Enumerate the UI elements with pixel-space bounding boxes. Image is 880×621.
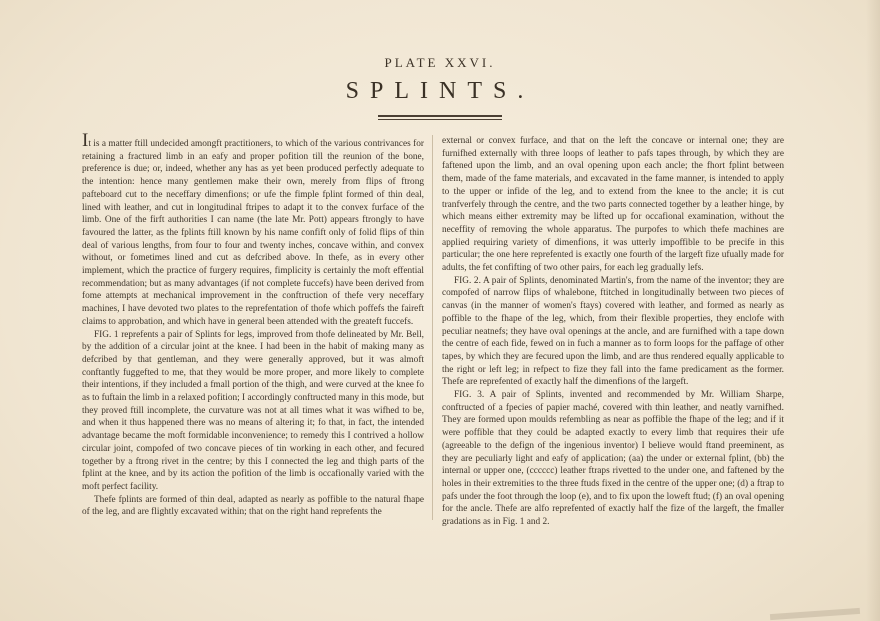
title-rule-thick xyxy=(378,115,502,117)
intro-paragraph xyxy=(82,130,424,329)
plate-number: PLATE XXVI. xyxy=(384,55,496,70)
page-title: SPLINTS. xyxy=(345,78,535,104)
drop-initial: I xyxy=(82,130,89,151)
fig3-paragraph: FIG. 3. A pair of Splints, invented and recommended by Mr. William Sharpe, conftructed of a fpecies of papier maché, covered with thin leather, and neatly varnifhed. They are formed upon moulds refembling as near as poffible the fhape of the leg; and if it were poffible that they could be adapted exactly to every limb that requires their ufe (agreeable to the defign of the ingenious inventor) I believe would ftand preeminent, as they are peculiarly light and eafy of application; (aa) the under or external fplint, (bb) the internal or upper one, (cccccc) leather ftraps rivetted to the under one, and faftened by the holes in their extremities to the three ftuds fixed in the centre of the upper one; (d) a ftrap to pafs under the foot through the loop (e), and to fix upon the loweft ftud; (f) an oval opening for the ancle. Thefe are alfo reprefented of exactly half the fize of the largeft, the fmaller gradations as in Fig. 1 and 2. xyxy=(442,390,784,528)
fig1-paragraph: FIG. 1 reprefents a pair of Splints for legs, improved from thofe delineated by Mr. Bell, by the addition of a circular joint at the knee. I had been in the habit of making many as defcribed by that gentleman, and they were generally approved, but it was almoft conftantly fuggefted to me, that they would be more proper, and more likely to complete their intentions, if they included a fmall portion of the thigh, and were curved at the knee fo as to fuftain the limb in a relaxed pofition; I accordingly conftructed many in this mode, but they proved ftill incomplete, the curvature was not at all times what it was wifhed to be, and when it thus happened there was no means of altering it; fo that, in fact, the intended advantage became the moft formidable inconvenience; to remedy this I contrived a hollow circular joint, compofed of two concave pieces of tin working in each other, and fecured together by a ftrong rivet in the centre; by this I connected the leg and thigh parts of the fplint at the knee, and by its action the pofition of the limb is occafionally varied with the moft perfect facility. xyxy=(82,329,424,492)
paper-stain xyxy=(770,608,860,620)
column-divider xyxy=(432,135,433,520)
fig2-paragraph: FIG. 2. A pair of Splints, denominated Martin's, from the name of the inventor; they are compofed of narrow flips of whalebone, ftitched in longitudinally between two pieces of canvas (in the manner of women's ftays) covered with leather, and formed as nearly as poffible to the fhape of the leg, which, from their flexible properties, they enclofe with peculiar neatnefs; they have oval openings at the ancle, and are furnifhed with a tape down the centre of each fide, fewed on in fuch a manner as to form loops for the paffage of other tapes, by which they are fecured upon the limb, and are thus rendered equally applicable to the right or left leg; in refpect to fize they fall into the fame predicament as the former. Thefe are reprefented of exactly half the dimenfions of the largeft. xyxy=(442,275,784,388)
continuation-paragraph: external or convex furface, and that on the left the concave or internal one; they are furnifhed externally with three loops of leather to pafs tapes through, by which they are faftened upon the limb, and an oval opening upon each ancle; the fhort fplint between them, made of the fame materials, and excavated in the fame manner, is intended to apply to the upper or infide of the leg, and to extend from the knee to the ancle; it is cut tranfverfely through the centre, and the two parts connected together by a leather hinge, by which means either extremity may be lifted up for occafional examination, without the neceffity of removing the whole apparatus. The purpofes to which thefe machines are applied requiring variety of dimenfions, it was utterly impoffible to be precife in this particular; the one here reprefented is exactly one fourth of the largeft fize ufually made for adults, the fet confifting of two other pairs, for each leg gradually lefs. xyxy=(442,136,784,274)
title-rule-thin xyxy=(378,119,502,120)
splint-description-paragraph: Thefe fplints are formed of thin deal, adapted as nearly as poffible to the natural fhape of the leg, and are flightly excavated within; that on the right hand reprefents the xyxy=(82,494,424,518)
left-text-column xyxy=(82,130,424,519)
page-edge-shadow xyxy=(866,0,880,621)
right-text-column xyxy=(442,135,784,529)
intro-paragraph-text: t is a matter ftill undecided amongft practitioners, to which of the various contrivances for retaining a fractured limb in an eafy and proper pofition till the reunion of the bone, preference is due; or, indeed, whether any has as yet been produced perfectly adequate to the intention: hence many gentlemen make their own, merely from flips of ftrong pafteboard cut to the neceffary dimenfions; or ufe the fimple fplint formed of thin deal, lined with leather, and cut in longitudinal ftripes to adapt it to the convex furface of the limb. One of the firft authorities I can name (the late Mr. Pott) appears ftrongly to have favoured the latter, as the fplints ftill known by his name confift only of folid flips of thin deal of various lengths, from four to four and twenty inches, concave within, and convex without, or fometimes lined and cut as defcribed above. In thefe, as in every other implement, which the practice of furgery requires, fimplicity is certainly the moft effential recommendation; but as many advantages (if not complete fuccefs) have been derived from fome attempts at mechanical improvement in the conftruction of thefe very neceffary machines, I have devoted two plates to the reprefentation of thofe which poffefs the faireft claims to approbation, and which have in general been attended with the greateft fuccefs. xyxy=(82,139,424,327)
